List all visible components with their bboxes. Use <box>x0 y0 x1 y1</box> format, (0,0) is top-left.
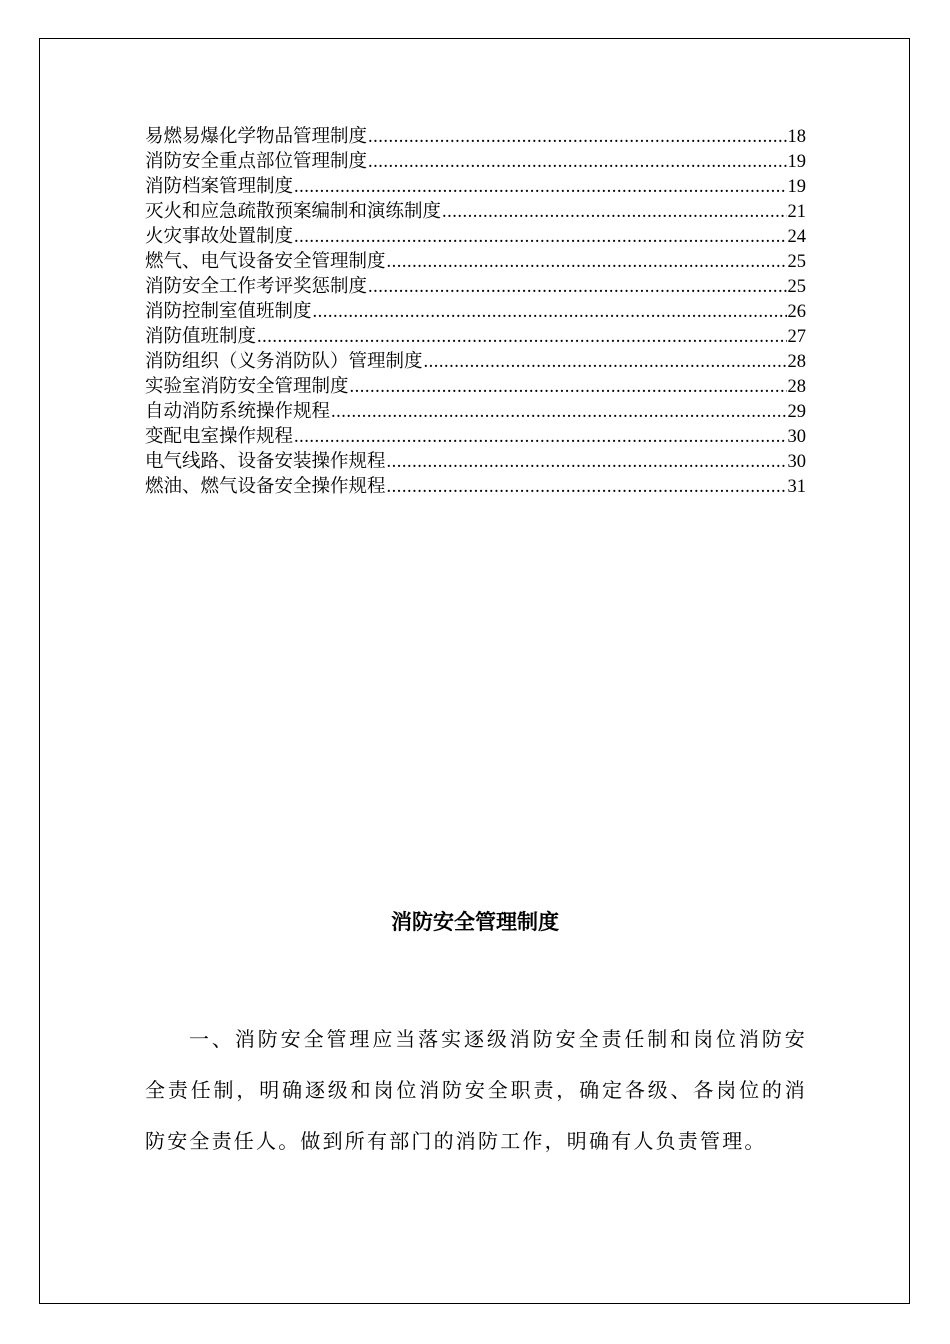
toc-entry-title: 消防档案管理制度 <box>145 176 294 197</box>
toc-entry[interactable] <box>145 374 806 399</box>
toc-dot-leader <box>294 175 786 200</box>
toc-entry-title: 燃气、电气设备安全管理制度 <box>145 251 386 272</box>
toc-page-number: 19 <box>787 177 806 197</box>
toc-entry-title: 消防值班制度 <box>145 326 257 347</box>
toc-page-number: 29 <box>787 402 806 422</box>
toc-page-number: 25 <box>787 277 806 297</box>
toc-entry[interactable] <box>145 274 806 299</box>
toc-entry-title: 消防控制室值班制度 <box>145 301 312 322</box>
toc-page-number: 18 <box>787 127 806 147</box>
body-paragraph: 一、消防安全管理应当落实逐级消防安全责任制和岗位消防安全责任制，明确逐级和岗位消防安全职责，确定各级、各岗位的消防安全责任人。做到所有部门的消防工作，明确有人负责管理。 <box>145 1027 807 1153</box>
toc-page-number: 19 <box>787 152 806 172</box>
toc-entry-title: 实验室消防安全管理制度 <box>145 376 349 397</box>
toc-dot-leader <box>387 475 787 500</box>
toc-page-number: 27 <box>787 327 806 347</box>
toc-page-number: 28 <box>787 352 806 372</box>
toc-page-number: 21 <box>787 202 806 222</box>
toc-entry[interactable] <box>145 399 806 424</box>
toc-entry[interactable] <box>145 349 806 374</box>
toc-dot-leader <box>294 425 786 450</box>
toc-entry-title: 消防安全工作考评奖惩制度 <box>145 276 368 297</box>
toc-entry[interactable] <box>145 474 806 499</box>
toc-dot-leader <box>313 300 787 325</box>
toc-dot-leader <box>257 325 786 350</box>
toc-page-number: 31 <box>787 477 806 497</box>
toc-entry[interactable] <box>145 424 806 449</box>
toc-page-number: 30 <box>787 452 806 472</box>
toc-dot-leader <box>331 400 786 425</box>
toc-dot-leader <box>350 375 787 400</box>
toc-entry-title: 变配电室操作规程 <box>145 426 294 447</box>
toc-page-number: 30 <box>787 427 806 447</box>
toc-page-number: 24 <box>787 227 806 247</box>
table-of-contents <box>145 124 806 499</box>
toc-dot-leader <box>368 275 786 300</box>
toc-page-number: 26 <box>787 302 806 322</box>
toc-entry[interactable] <box>145 199 806 224</box>
toc-entry[interactable] <box>145 149 806 174</box>
toc-entry-title: 自动消防系统操作规程 <box>145 401 331 422</box>
toc-entry-title: 灭火和应急疏散预案编制和演练制度 <box>145 201 442 222</box>
toc-dot-leader <box>424 350 787 375</box>
toc-dot-leader <box>368 125 786 150</box>
toc-page-number: 25 <box>787 252 806 272</box>
toc-entry[interactable] <box>145 249 806 274</box>
toc-entry[interactable] <box>145 449 806 474</box>
toc-dot-leader <box>387 450 787 475</box>
section-heading: 消防安全管理制度 <box>391 909 559 934</box>
toc-entry-title: 燃油、燃气设备安全操作规程 <box>145 476 386 497</box>
toc-dot-leader <box>294 225 786 250</box>
toc-entry[interactable] <box>145 124 806 149</box>
toc-entry-title: 易燃易爆化学物品管理制度 <box>145 126 368 147</box>
toc-entry[interactable] <box>145 299 806 324</box>
toc-dot-leader <box>442 200 786 225</box>
toc-entry-title: 火灾事故处置制度 <box>145 226 294 247</box>
toc-entry-title: 电气线路、设备安装操作规程 <box>145 451 386 472</box>
toc-entry-title: 消防安全重点部位管理制度 <box>145 151 368 172</box>
toc-dot-leader <box>368 150 786 175</box>
toc-entry[interactable] <box>145 174 806 199</box>
toc-entry[interactable] <box>145 224 806 249</box>
toc-dot-leader <box>387 250 787 275</box>
toc-entry-title: 消防组织（义务消防队）管理制度 <box>145 351 423 372</box>
toc-page-number: 28 <box>787 377 806 397</box>
toc-entry[interactable] <box>145 324 806 349</box>
